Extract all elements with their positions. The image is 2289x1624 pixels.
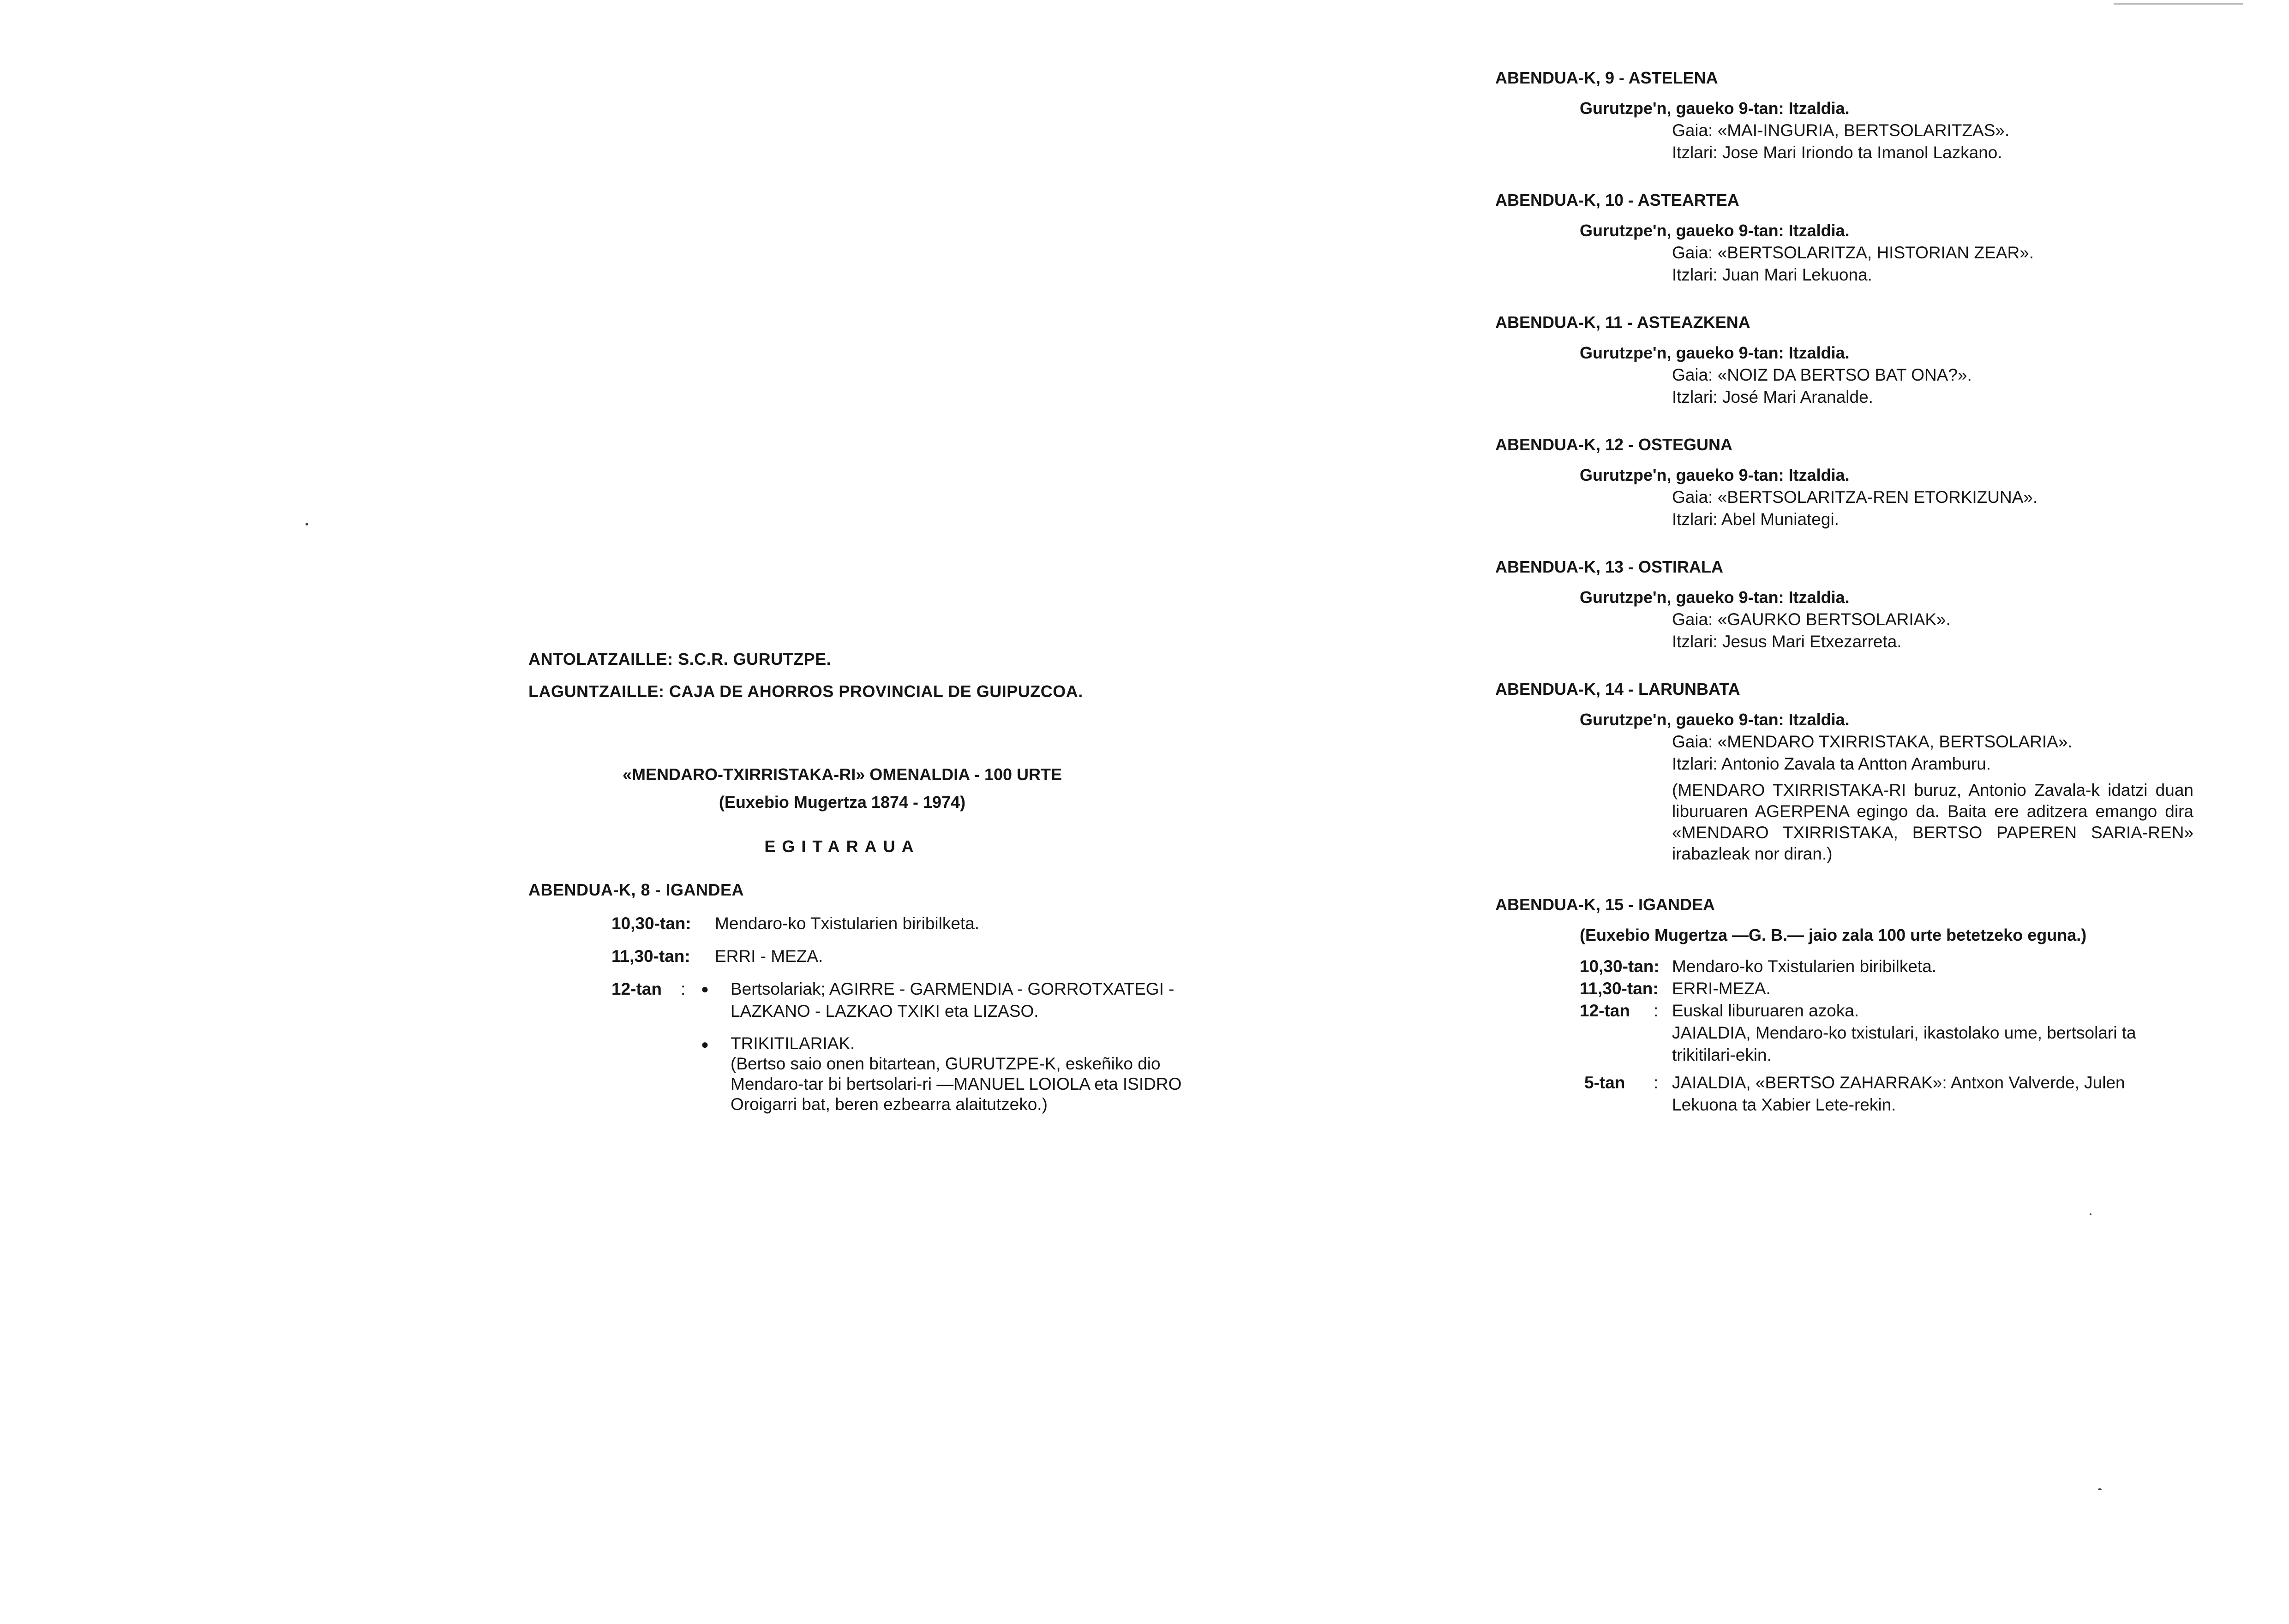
day-place: Gurutzpe'n, gaueko 9-tan: Itzaldia. — [1580, 221, 1850, 240]
day-14-block — [1495, 678, 2206, 865]
day-topic: Gaia: «BERTSOLARITZA, HISTORIAN ZEAR». — [1672, 243, 2034, 262]
day-heading: ABENDUA-K, 13 - OSTIRALA — [1495, 557, 1724, 576]
day-topic: Gaia: «MENDARO TXIRRISTAKA, BERTSOLARIA». — [1672, 732, 2073, 751]
day-place: Gurutzpe'n, gaueko 9-tan: Itzaldia. — [1580, 343, 1850, 362]
day-speaker: Itzlari: Juan Mari Lekuona. — [1672, 265, 1872, 284]
item-time: 12-tan — [1580, 1001, 1630, 1020]
bullet-line: Mendaro-tar bi bertsolari-ri —MANUEL LOIOLA eta ISIDRO — [731, 1075, 1182, 1093]
scan-edge-line — [2114, 3, 2243, 5]
bullet-item — [699, 978, 1224, 1022]
item-time: 11,30-tan: — [1580, 979, 1659, 998]
bullet-line: Oroigarri bat, beren ezbearra alaitutzeko.) — [731, 1095, 1048, 1114]
day-heading: ABENDUA-K, 10 - ASTEARTEA — [1495, 191, 1739, 209]
day-8-heading: ABENDUA-K, 8 - IGANDEA — [528, 880, 744, 899]
item-time: 12-tan — [611, 979, 662, 998]
event-subtitle: (Euxebio Mugertza 1874 - 1974) — [719, 793, 966, 812]
item-colon: : — [681, 979, 686, 998]
day-15-item-2 — [1580, 978, 2206, 1000]
bullet-line: (Bertso saio onen bitartean, GURUTZPE-K, eskeñiko dio — [731, 1054, 1161, 1073]
day-8-item-1 — [611, 913, 979, 935]
sponsor-line: LAGUNTZAILLE: CAJA DE AHORROS PROVINCIAL DE GUIPUZCOA. — [528, 682, 1083, 701]
item-text: Mendaro-ko Txistularien biribilketa. — [1672, 957, 1937, 976]
day-speaker: Itzlari: José Mari Aranalde. — [1672, 388, 1873, 406]
day-15-block — [1495, 894, 2206, 1116]
day-place: Gurutzpe'n, gaueko 9-tan: Itzaldia. — [1580, 99, 1850, 118]
item-time: 10,30-tan: — [611, 914, 691, 933]
scan-speck — [2090, 1213, 2091, 1215]
bullet-icon: ● — [701, 982, 709, 996]
day-15-item-3 — [1580, 1000, 2206, 1066]
day-10-block — [1495, 189, 2206, 286]
day-9-block — [1495, 67, 2206, 164]
organizer-line: ANTOLATZAILLE: S.C.R. GURUTZPE. — [528, 650, 832, 669]
day-13-block — [1495, 556, 2206, 653]
day-topic: Gaia: «MAI-INGURIA, BERTSOLARITZAS». — [1672, 121, 2010, 140]
bullet-item — [699, 1033, 1224, 1115]
program-heading: EGITARAUA — [764, 837, 920, 856]
bullet-line: LAZKANO - LAZKAO TXIKI eta LIZASO. — [731, 1002, 1039, 1021]
item-text: JAIALDIA, Mendaro-ko txistulari, ikastolako ume, bertsolari ta — [1672, 1023, 2136, 1042]
day-place: Gurutzpe'n, gaueko 9-tan: Itzaldia. — [1580, 466, 1850, 484]
day-15-item-1 — [1580, 955, 2206, 978]
item-text: JAIALDIA, «BERTSO ZAHARRAK»: Antxon Valverde, Julen — [1672, 1073, 2125, 1092]
bullet-line: TRIKITILARIAK. — [731, 1034, 855, 1053]
day-11-block — [1495, 311, 2206, 408]
scan-speck — [306, 523, 308, 525]
day-speaker: Itzlari: Abel Muniategi. — [1672, 510, 1839, 529]
day-heading: ABENDUA-K, 12 - OSTEGUNA — [1495, 435, 1733, 454]
day-8-item-2 — [611, 945, 823, 967]
day-15-subtitle: (Euxebio Mugertza —G. B.— jaio zala 100 urte betetzeko eguna.) — [1580, 925, 2087, 944]
item-text: trikitilari-ekin. — [1672, 1045, 1772, 1064]
day-12-block — [1495, 434, 2206, 531]
day-note: (MENDARO TXIRRISTAKA-RI buruz, Antonio Zavala-k idatzi duan liburuaren AGERPENA egingo da. Baita ere aditzera emango dira «MENDARO TXIRRISTAKA, BERTSO PAPEREN SARIA-REN» irabazleak nor diran.) — [1672, 781, 2193, 863]
bullet-line: Bertsolariak; AGIRRE - GARMENDIA - GORROTXATEGI - — [731, 979, 1174, 998]
item-text: Mendaro-ko Txistularien biribilketa. — [715, 914, 980, 933]
day-topic: Gaia: «BERTSOLARITZA-REN ETORKIZUNA». — [1672, 488, 2038, 507]
scan-speck — [2098, 1488, 2102, 1490]
item-text: ERRI-MEZA. — [1672, 979, 1771, 998]
day-speaker: Itzlari: Antonio Zavala ta Antton Aramburu. — [1672, 754, 1991, 773]
day-place: Gurutzpe'n, gaueko 9-tan: Itzaldia. — [1580, 588, 1850, 607]
day-heading: ABENDUA-K, 9 - ASTELENA — [1495, 68, 1718, 87]
day-speaker: Itzlari: Jose Mari Iriondo ta Imanol Lazkano. — [1672, 143, 2002, 162]
bullet-icon: ● — [701, 1037, 709, 1051]
day-heading: ABENDUA-K, 15 - IGANDEA — [1495, 895, 1715, 914]
event-title: «MENDARO-TXIRRISTAKA-RI» OMENALDIA - 100 URTE — [622, 765, 1062, 784]
day-heading: ABENDUA-K, 11 - ASTEAZKENA — [1495, 313, 1750, 332]
item-time: 5-tan — [1584, 1073, 1625, 1092]
item-text: Euskal liburuaren azoka. — [1672, 1001, 1859, 1020]
item-time: 10,30-tan: — [1580, 957, 1660, 976]
item-colon: : — [1654, 1073, 1659, 1092]
item-colon: : — [1654, 1001, 1659, 1020]
item-text: ERRI - MEZA. — [715, 947, 823, 966]
day-speaker: Itzlari: Jesus Mari Etxezarreta. — [1672, 632, 1902, 651]
item-text: Lekuona ta Xabier Lete-rekin. — [1672, 1095, 1896, 1114]
day-topic: Gaia: «NOIZ DA BERTSO BAT ONA?». — [1672, 365, 1972, 384]
day-8-item-3 — [611, 978, 1224, 1115]
day-place: Gurutzpe'n, gaueko 9-tan: Itzaldia. — [1580, 710, 1850, 729]
day-heading: ABENDUA-K, 14 - LARUNBATA — [1495, 680, 1740, 699]
day-topic: Gaia: «GAURKO BERTSOLARIAK». — [1672, 610, 1951, 629]
item-time: 11,30-tan: — [611, 947, 690, 966]
day-15-item-4 — [1584, 1072, 2206, 1116]
